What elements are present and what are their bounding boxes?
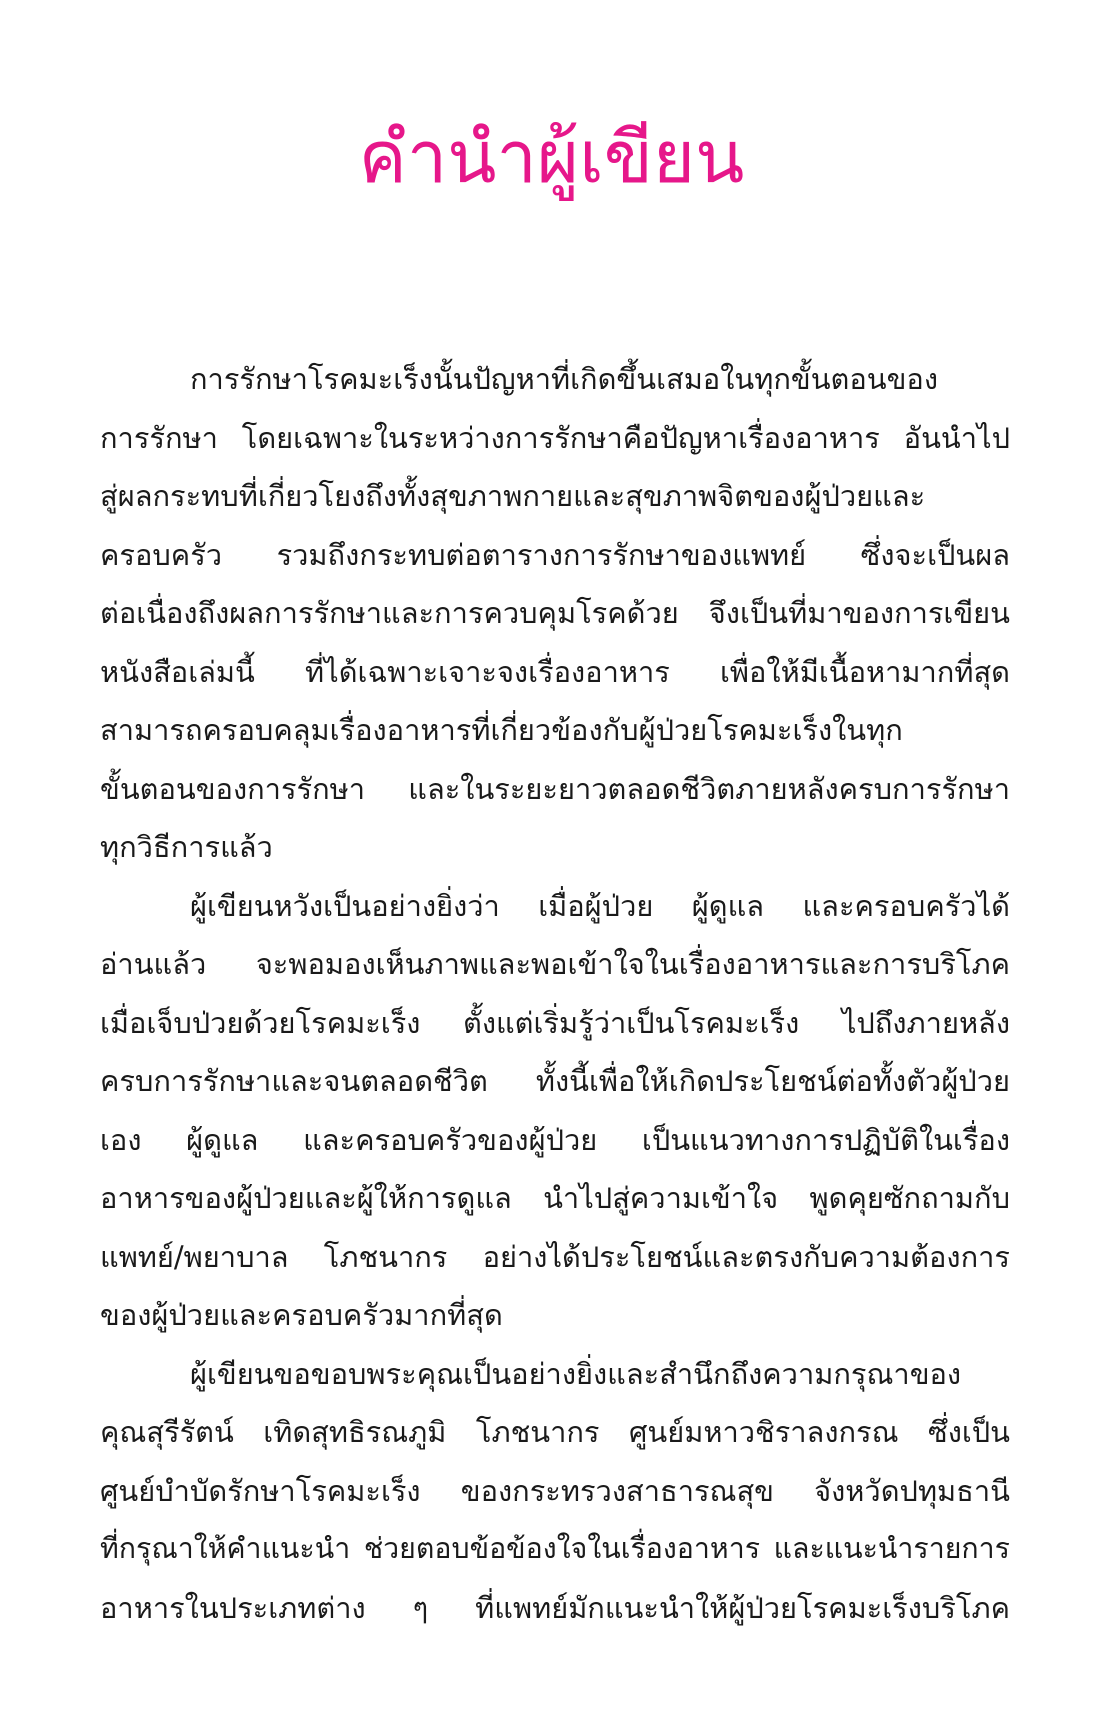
paragraph-2-line-5: เอง ผู้ดูแล และครอบครัวของผู้ป่วย เป็นแนวทางการปฏิบัติในเรื่อง xyxy=(100,1122,1010,1157)
paragraph-1-line-8: ขั้นตอนของการรักษา และในระยะยาวตลอดชีวิตภายหลังครบการรักษา xyxy=(100,771,1010,806)
paragraph-1-line-7: สามารถครอบคลุมเรื่องอาหารที่เกี่ยวข้องกับผู้ป่วยโรคมะเร็งในทุก xyxy=(100,713,903,747)
paragraph-1-line-3: สู่ผลกระทบที่เกี่ยวโยงถึงทั้งสุขภาพกายและสุขภาพจิตของผู้ป่วยและ xyxy=(100,479,926,513)
paragraph-1-line-1: การรักษาโรคมะเร็งนั้นปัญหาที่เกิดขึ้นเสมอในทุกขั้นตอนของ xyxy=(190,362,939,396)
paragraph-1-line-6: หนังสือเล่มนี้ ที่ได้เฉพาะเจาะจงเรื่องอาหาร เพื่อให้มีเนื้อหามากที่สุด xyxy=(100,654,1010,689)
paragraph-2-line-6: อาหารของผู้ป่วยและผู้ให้การดูแล นำไปสู่ความเข้าใจ พูดคุยซักถามกับ xyxy=(100,1181,1010,1215)
paragraph-1-line-5: ต่อเนื่องถึงผลการรักษาและการควบคุมโรคด้วย จึงเป็นที่มาของการเขียน xyxy=(100,596,1010,630)
paragraph-2-line-3: เมื่อเจ็บป่วยด้วยโรคมะเร็ง ตั้งแต่เริ่มรู้ว่าเป็นโรคมะเร็ง ไปถึงภายหลัง xyxy=(100,1005,1010,1040)
body-text xyxy=(100,350,1010,1637)
paragraph-1-line-2: การรักษา โดยเฉพาะในระหว่างการรักษาคือปัญหาเรื่องอาหาร อันนำไป xyxy=(100,420,1010,455)
paragraph-1-line-9: ทุกวิธีการแล้ว xyxy=(100,830,273,864)
paragraph-3-line-1: ผู้เขียนขอขอบพระคุณเป็นอย่างยิ่งและสำนึกถึงความกรุณาของ xyxy=(190,1356,962,1391)
paragraph-3-line-2: คุณสุรีรัตน์ เทิดสุทธิรณภูมิ โภชนากร ศูนย์มหาวชิราลงกรณ ซึ่งเป็น xyxy=(100,1415,1010,1449)
paragraph-2-line-1: ผู้เขียนหวังเป็นอย่างยิ่งว่า เมื่อผู้ป่วย ผู้ดูแล และครอบครัวได้ xyxy=(190,888,1010,923)
paragraph-2-line-2: อ่านแล้ว จะพอมองเห็นภาพและพอเข้าใจในเรื่องอาหารและการบริโภค xyxy=(100,947,1010,981)
paragraph-1-line-4: ครอบครัว รวมถึงกระทบต่อตารางการรักษาของแพทย์ ซึ่งจะเป็นผล xyxy=(100,537,1010,572)
paragraph-2-line-4: ครบการรักษาและจนตลอดชีวิต ทั้งนี้เพื่อให้เกิดประโยชน์ต่อทั้งตัวผู้ป่วย xyxy=(100,1064,1010,1098)
paragraph-3-line-3: ศูนย์บำบัดรักษาโรคมะเร็ง ของกระทรวงสาธารณสุข จังหวัดปทุมธานี xyxy=(100,1473,1010,1508)
paragraph-3-line-5: อาหารในประเภทต่าง ๆ ที่แพทย์มักแนะนำให้ผู้ป่วยโรคมะเร็งบริโภค xyxy=(100,1590,1010,1625)
paragraph-2-line-7: แพทย์/พยาบาล โภชนากร อย่างได้ประโยชน์และตรงกับความต้องการ xyxy=(100,1239,1010,1274)
paragraph-2-line-8: ของผู้ป่วยและครอบครัวมากที่สุด xyxy=(100,1298,503,1332)
page-title: คำนำผู้เขียน xyxy=(358,115,745,199)
paragraph-3-line-4: ที่กรุณาให้คำแนะนำ ช่วยตอบข้อข้องใจในเรื่องอาหาร และแนะนำรายการ xyxy=(100,1532,1010,1565)
